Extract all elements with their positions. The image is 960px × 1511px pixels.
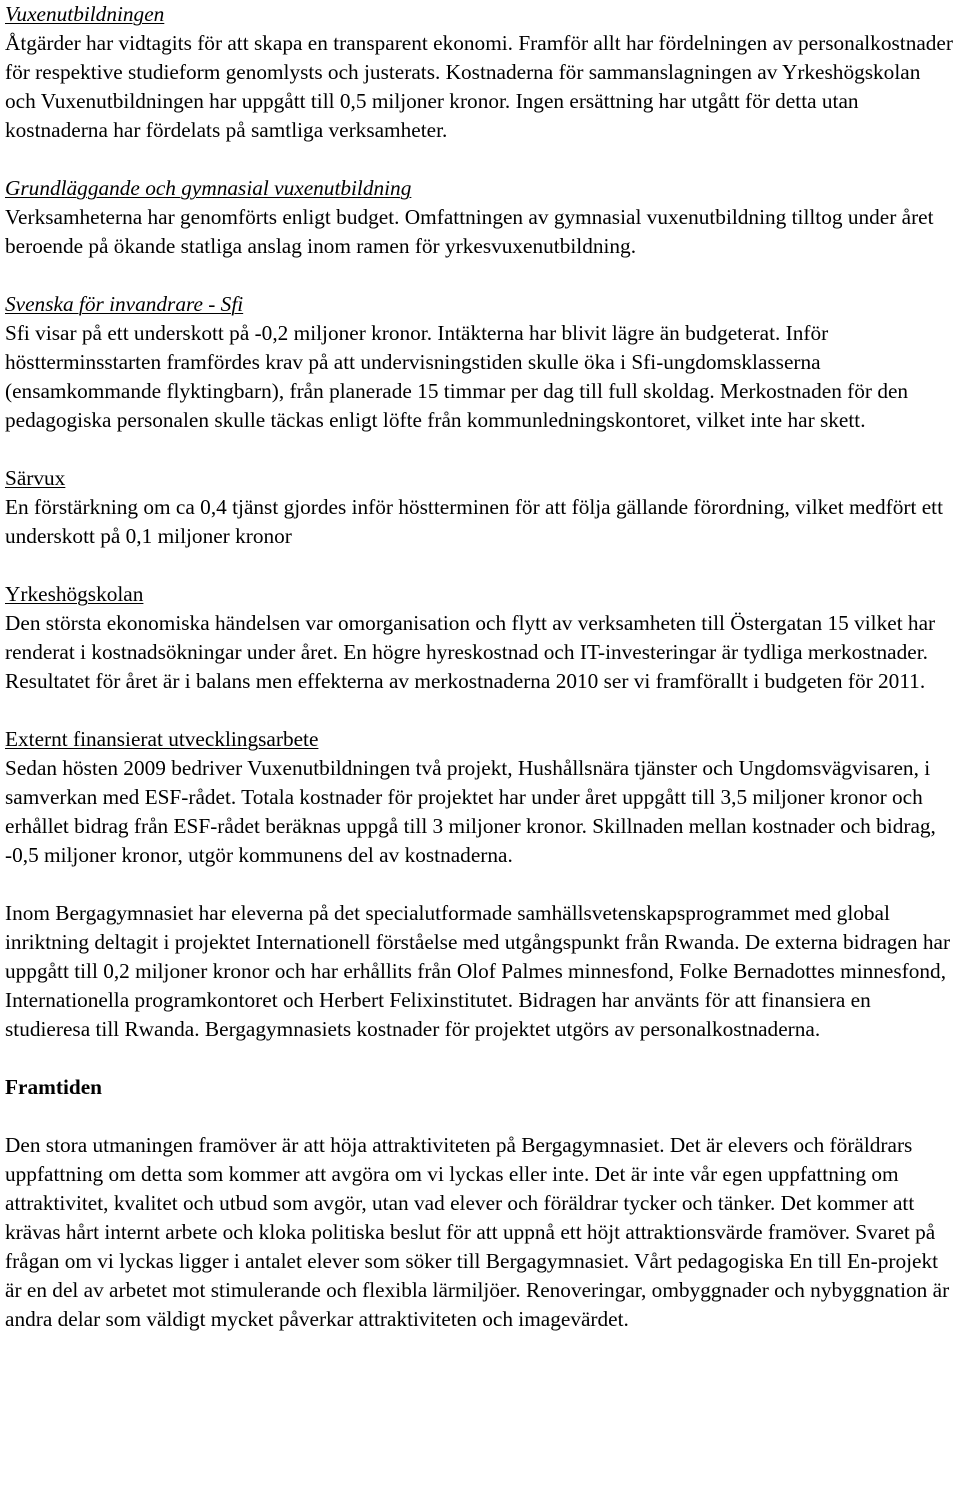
paragraph-externt-finansierat-2: Inom Bergagymnasiet har eleverna på det specialutformade samhällsvetenskapsprogrammet med global inriktning deltagit i projektet Internationell förståelse med utgångspunkt från Rwanda. De externa bidragen har uppgått till 0,2 miljoner kronor och har erhållits från Olof Palmes minnesfond, Folke Bernadottes minnesfond, Internationella programkontoret och Herbert Felixinstitutet. Bidragen har använts för att finansiera en studieresa till Rwanda. Bergagymnasiets kostnader för projektet utgörs av personalkostnaderna. [5,901,951,1041]
heading-yrkeshogskolan: Yrkeshögskolan [5,582,144,606]
spacer [5,435,956,464]
section-sfi [5,290,956,435]
paragraph-sfi: Sfi visar på ett underskott på -0,2 miljoner kronor. Intäkterna har blivit lägre än budgeterat. Inför höstterminsstarten framfördes krav på att undervisningstiden skulle öka i Sfi-ungdomsklasserna (ensamkommande flyktingbarn), från planerade 15 timmar per dag till full skoldag. Merkostnaden för den pedagogiska personalen skulle täckas enligt löfte från kommunledningskontoret, vilket inte har skett. [5,321,909,432]
spacer [5,261,956,290]
spacer [5,551,956,580]
section-sarvux [5,464,956,551]
heading-grundlaggande: Grundläggande och gymnasial vuxenutbildning [5,176,412,200]
heading-sarvux: Särvux [5,466,66,490]
paragraph-vuxenutbildningen: Åtgärder har vidtagits för att skapa en transparent ekonomi. Framför allt har fördelningen av personalkostnader för respektive studieform genomlysts och justerats. Kostnaderna för sammanslagningen av Yrkeshögskolan och Vuxenutbildningen har uppgått till 0,5 miljoner kronor. Ingen ersättning har utgått för detta utan kostnaderna har fördelats på samtliga verksamheter. [5,31,953,142]
section-vuxenutbildningen [5,0,956,145]
spacer [5,1044,956,1073]
heading-framtiden: Framtiden [5,1075,103,1099]
paragraph-externt-finansierat-1: Sedan hösten 2009 bedriver Vuxenutbildningen två projekt, Hushållsnära tjänster och Ungdomsvägvisaren, i samverkan med ESF-rådet. Totala kostnader för projektet har under året uppgått till 3,5 miljoner kronor och erhållet bidrag från ESF-rådet beräknas uppgå till 3 miljoner kronor. Skillnaden mellan kostnader och bidrag, -0,5 miljoner kronor, utgör kommunens del av kostnaderna. [5,756,936,867]
spacer [5,870,956,899]
heading-vuxenutbildningen: Vuxenutbildningen [5,2,165,26]
paragraph-framtiden: Den stora utmaningen framöver är att höja attraktiviteten på Bergagymnasiet. Det är elevers och föräldrars uppfattning om detta som kommer att avgöra om vi lyckas eller inte. Det är inte vår egen uppfattning om attraktivitet, kvalitet och utbud som avgör, utan vad elever och föräldrar tycker och tänker. Det kommer att krävas hårt internt arbete och kloka politiska beslut för att uppnå ett höjt attraktionsvärde framöver. Svaret på frågan om vi lyckas ligger i antalet elever som söker till Bergagymnasiet. Vårt pedagogiska En till En-projekt är en del av arbetet mot stimulerande och flexibla lärmiljöer. Renoveringar, ombyggnader och nybyggnation är andra delar som väldigt mycket påverkar attraktiviteten och imagevärdet. [5,1133,950,1331]
heading-sfi: Svenska för invandrare - Sfi [5,292,244,316]
paragraph-grundlaggande: Verksamheterna har genomförts enligt budget. Omfattningen av gymnasial vuxenutbildning tilltog under året beroende på ökande statliga anslag inom ramen för yrkesvuxenutbildning. [5,205,934,258]
spacer [5,696,956,725]
paragraph-yrkeshogskolan: Den största ekonomiska händelsen var omorganisation och flytt av verksamheten till Östergatan 15 vilket har renderat i kostnadsökningar under året. En högre hyreskostnad och IT-investeringar är tydliga merkostnader. Resultatet för året är i balans men effekterna av merkostnaderna 2010 ser vi framförallt i budgeten för 2011. [5,611,936,693]
spacer [5,1102,956,1131]
section-framtiden [5,1073,956,1334]
section-yrkeshogskolan [5,580,956,696]
heading-externt-finansierat: Externt finansierat utvecklingsarbete [5,727,319,751]
paragraph-sarvux: En förstärkning om ca 0,4 tjänst gjordes inför höstterminen för att följa gällande förordning, vilket medfört ett underskott på 0,1 miljoner kronor [5,495,943,548]
section-externt-finansierat [5,725,956,1044]
spacer [5,145,956,174]
section-grundlaggande [5,174,956,261]
